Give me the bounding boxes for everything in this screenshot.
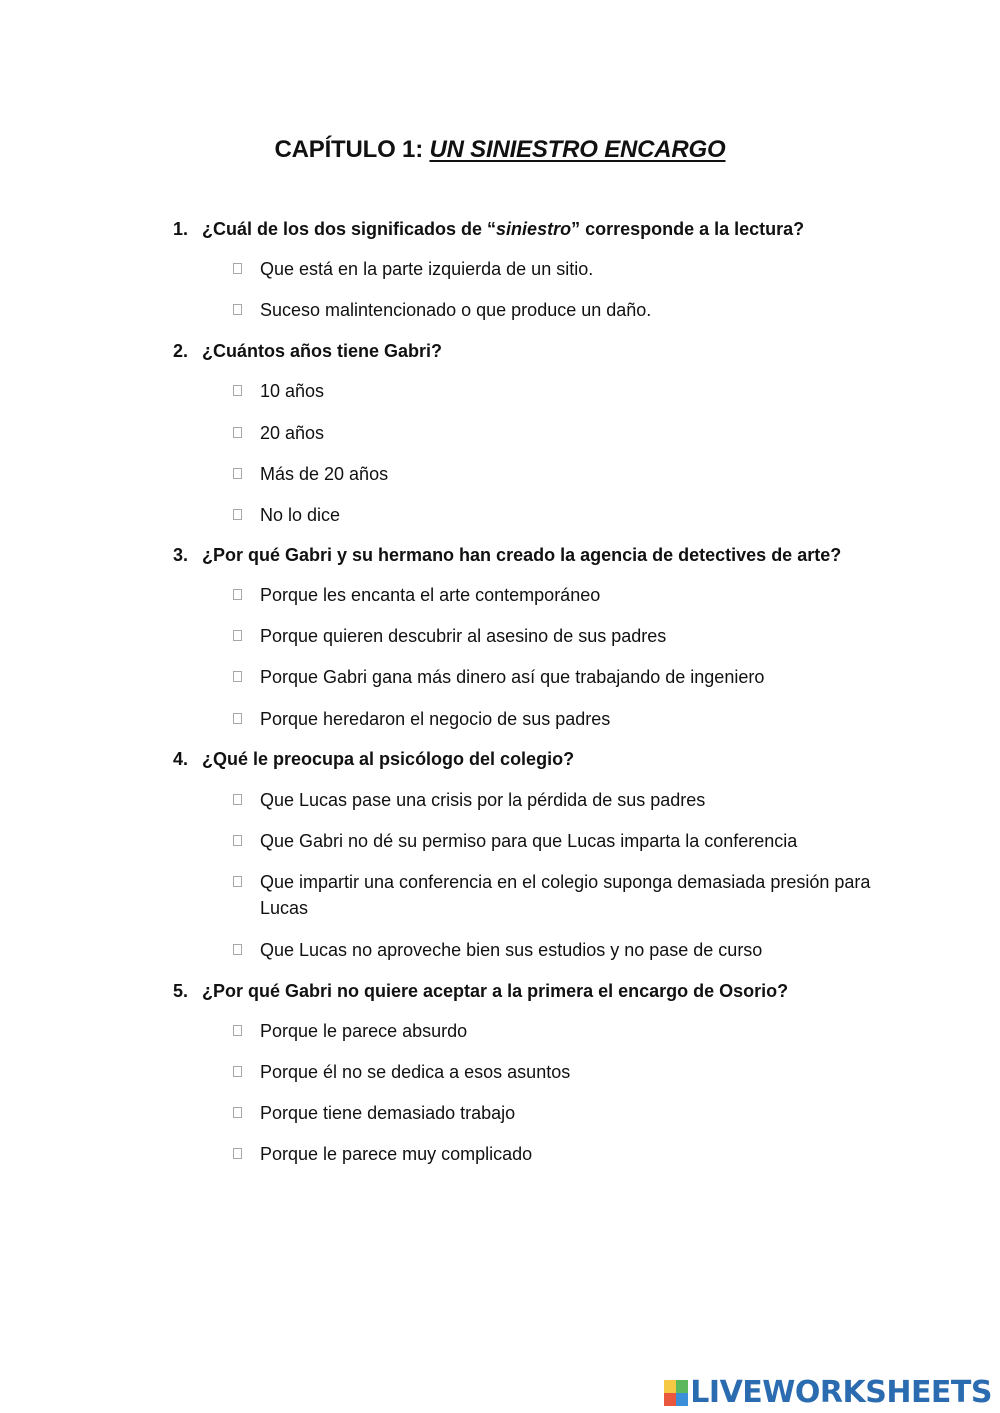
checkbox[interactable] (233, 385, 242, 396)
option-label: Porque heredaron el negocio de sus padres (260, 709, 611, 729)
question-heading (173, 544, 913, 566)
option-label: Porque Gabri gana más dinero así que trabajando de ingeniero (260, 667, 765, 687)
answer-option[interactable] (233, 420, 893, 446)
answer-option[interactable] (233, 461, 893, 487)
option-label: 10 años (260, 381, 325, 401)
option-label: Suceso malintencionado o que produce un daño. (260, 300, 652, 320)
title-prefix: CAPÍTULO 1: (274, 136, 430, 164)
question-heading (173, 340, 913, 362)
answer-option[interactable] (233, 297, 893, 323)
answer-option[interactable] (233, 787, 893, 813)
checkbox[interactable] (233, 509, 242, 520)
option-label: Que está en la parte izquierda de un sitio. (260, 259, 594, 279)
question-number: 4. (173, 749, 189, 769)
option-label: Más de 20 años (260, 464, 389, 484)
checkbox[interactable] (233, 671, 242, 682)
checkbox[interactable] (233, 1025, 242, 1036)
answer-option[interactable] (233, 937, 893, 963)
checkbox[interactable] (233, 794, 242, 805)
checkbox[interactable] (233, 468, 242, 479)
checkbox[interactable] (233, 876, 242, 887)
question-heading (173, 748, 913, 770)
answer-option[interactable] (233, 378, 893, 404)
answer-option[interactable] (233, 623, 893, 649)
question-text: ¿Qué le preocupa al psicólogo del colegio? (202, 749, 575, 769)
checkbox[interactable] (233, 1148, 242, 1159)
question-heading (173, 218, 913, 240)
option-label: No lo dice (260, 505, 341, 525)
question-number: 1. (173, 219, 189, 239)
answer-option[interactable] (233, 869, 893, 921)
answer-option[interactable] (233, 828, 893, 854)
question-1 (173, 218, 913, 320)
question-4 (173, 748, 913, 960)
question-text: ¿Cuántos años tiene Gabri? (202, 341, 443, 361)
question-number: 3. (173, 545, 189, 565)
answer-option[interactable] (233, 706, 893, 732)
checkbox[interactable] (233, 263, 242, 274)
option-label: Porque les encanta el arte contemporáneo (260, 585, 601, 605)
question-5 (173, 980, 913, 1164)
brand-name: LIVEWORKSHEETS (690, 1375, 992, 1410)
checkbox[interactable] (233, 427, 242, 438)
question-number: 2. (173, 341, 189, 361)
option-label: Que Gabri no dé su permiso para que Lucas imparta la conferencia (260, 831, 798, 851)
title-subtitle: UN SINIESTRO ENCARGO (429, 136, 726, 164)
answer-option[interactable] (233, 502, 893, 528)
question-text: ¿Cuál de los dos significados de “siniestro” corresponde a la lectura? (202, 219, 805, 239)
checkbox[interactable] (233, 944, 242, 955)
checkbox[interactable] (233, 1107, 242, 1118)
answer-option[interactable] (233, 256, 893, 282)
brand-logo (664, 1375, 992, 1410)
checkbox[interactable] (233, 630, 242, 641)
question-3 (173, 544, 913, 729)
option-label: Que Lucas no aproveche bien sus estudios y no pase de curso (260, 940, 763, 960)
option-label: Porque le parece absurdo (260, 1021, 468, 1041)
option-label: Que impartir una conferencia en el colegio suponga demasiada presión para Lucas (260, 872, 871, 918)
option-label: Porque él no se dedica a esos asuntos (260, 1062, 571, 1082)
option-label: Porque tiene demasiado trabajo (260, 1103, 516, 1123)
answer-option[interactable] (233, 1141, 893, 1167)
answer-option[interactable] (233, 582, 893, 608)
checkbox[interactable] (233, 713, 242, 724)
option-label: Porque le parece muy complicado (260, 1144, 533, 1164)
question-2 (173, 340, 913, 525)
answer-option[interactable] (233, 664, 893, 690)
checkbox[interactable] (233, 589, 242, 600)
answer-option[interactable] (233, 1059, 893, 1085)
checkbox[interactable] (233, 1066, 242, 1077)
option-label: Que Lucas pase una crisis por la pérdida de sus padres (260, 790, 706, 810)
answer-option[interactable] (233, 1100, 893, 1126)
page-title (0, 136, 1000, 164)
question-text: ¿Por qué Gabri no quiere aceptar a la primera el encargo de Osorio? (202, 981, 789, 1001)
question-text: ¿Por qué Gabri y su hermano han creado la agencia de detectives de arte? (202, 545, 842, 565)
answer-option[interactable] (233, 1018, 893, 1044)
question-number: 5. (173, 981, 189, 1001)
checkbox[interactable] (233, 304, 242, 315)
question-heading (173, 980, 913, 1002)
liveworksheets-icon (664, 1380, 688, 1406)
option-label: 20 años (260, 423, 325, 443)
checkbox[interactable] (233, 835, 242, 846)
option-label: Porque quieren descubrir al asesino de sus padres (260, 626, 667, 646)
